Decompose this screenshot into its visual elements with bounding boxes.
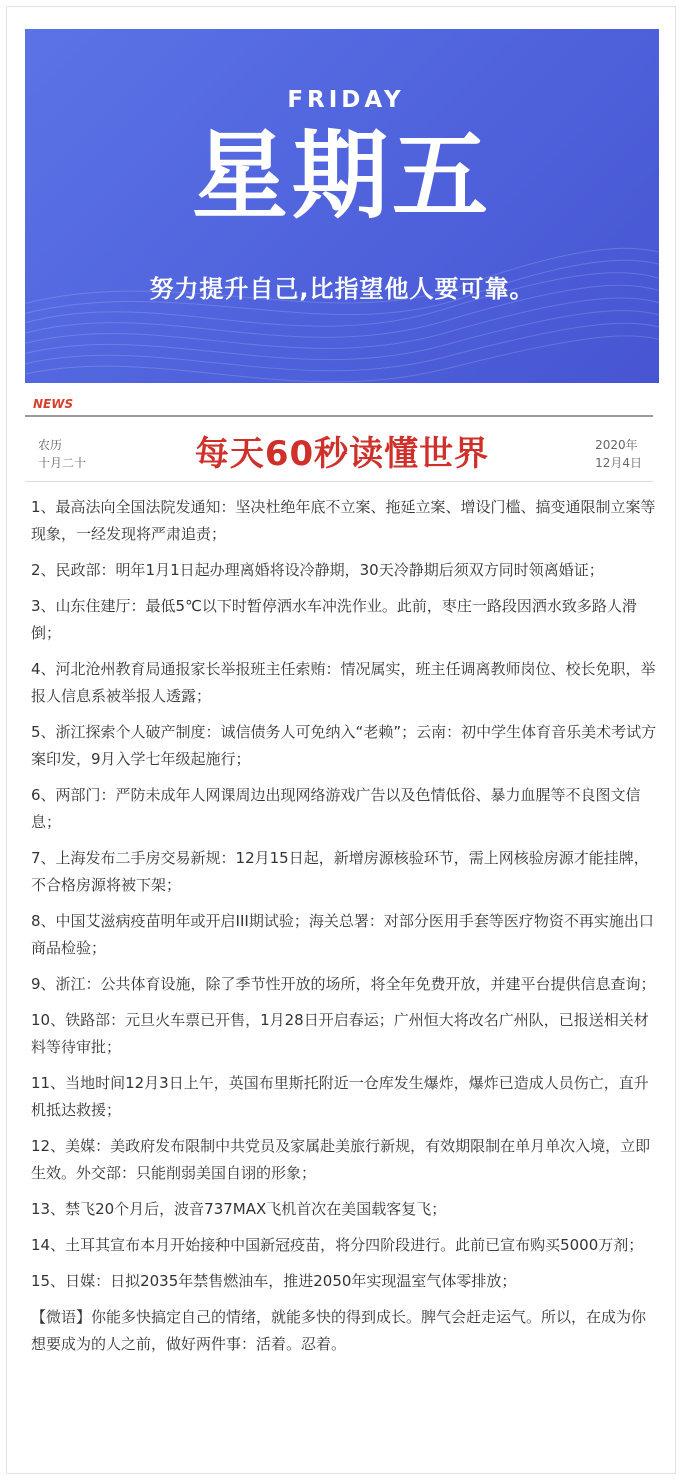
news-item: 4、河北沧州教育局通报家长举报班主任索贿：情况属实，班主任调离教师岗位、校长免职，举报人信息系被举报人透露； xyxy=(31,660,656,705)
news-item: 11、当地时间12月3日上午，英国布里斯托附近一仓库发生爆炸，爆炸已造成人员伤亡，直升机抵达救援； xyxy=(31,1074,649,1119)
title-divider xyxy=(25,481,653,482)
page-title: 每天60秒读懂世界 xyxy=(194,434,490,474)
news-item: 1、最高法向全国法院发通知：坚决杜绝年底不立案、拖延立案、增设门槛、搞变通限制立案等现象，一经发现将严肃追责； xyxy=(31,498,656,543)
closing-quote-item xyxy=(31,1304,657,1358)
news-item: 6、两部门：严防未成年人网课周边出现网络游戏广告以及色情低俗、暴力血腥等不良图文信息； xyxy=(31,786,641,831)
banner-motto: 努力提升自己,比指望他人要可靠。 xyxy=(149,275,535,303)
news-item: 8、中国艾滋病疫苗明年或开启III期试验；海关总署：对部分医用手套等医疗物资不再实施出口商品检验； xyxy=(31,912,654,957)
news-item: 14、土耳其宣布本月开始接种中国新冠疫苗，将分四阶段进行。此前已宣布购买5000万剂； xyxy=(31,1236,644,1254)
lunar-date: 十月二十 xyxy=(38,456,87,470)
news-list xyxy=(31,494,657,1367)
news-tag: NEWS xyxy=(33,397,74,411)
header-divider xyxy=(25,415,653,417)
closing-quote: 【微语】你能多快搞定自己的情绪，就能多快的得到成长。脾气会赶走运气。所以，在成为你想要成为的人之前，做好两件事：活着。忍着。 xyxy=(31,1308,647,1353)
day-chinese: 星期五 xyxy=(192,120,492,232)
gregorian-date-block xyxy=(595,436,642,472)
news-item: 7、上海发布二手房交易新规：12月15日起，新增房源核验环节，需上网核验房源才能挂牌，不合格房源将被下架； xyxy=(31,849,649,894)
date-month-day: 12月4日 xyxy=(595,456,642,470)
day-banner xyxy=(25,29,659,383)
news-item: 3、山东住建厅：最低5℃以下时暂停洒水车冲洗作业。此前，枣庄一路段因洒水致多路人滑倒； xyxy=(31,597,637,642)
lunar-label: 农历 xyxy=(38,438,63,452)
news-item: 5、浙江探索个人破产制度：诚信债务人可免纳入“老赖”；云南：初中学生体育音乐美术考试方案印发，9月入学七年级起施行； xyxy=(31,723,657,768)
news-item: 12、美媒：美政府发布限制中共党员及家属赴美旅行新规，有效期限制在单月单次入境，立即生效。外交部：只能削弱美国自诩的形象； xyxy=(31,1137,651,1182)
day-english: FRIDAY xyxy=(287,87,405,113)
news-item: 2、民政部：明年1月1日起办理离婚将设冷静期，30天冷静期后须双方同时领离婚证； xyxy=(31,561,604,579)
news-item: 10、铁路部：元旦火车票已开售，1月28日开启春运；广州恒大将改名广州队，已报送相关材料等待审批； xyxy=(31,1011,649,1056)
news-item: 15、日媒：日拟2035年禁售燃油车，推进2050年实现温室气体零排放； xyxy=(31,1272,517,1290)
news-item: 13、禁飞20个月后，波音737MAX飞机首次在美国载客复飞； xyxy=(31,1200,447,1218)
date-year: 2020年 xyxy=(595,438,638,452)
news-item: 9、浙江：公共体育设施，除了季节性开放的场所，将全年免费开放，并建平台提供信息查询； xyxy=(31,975,656,993)
